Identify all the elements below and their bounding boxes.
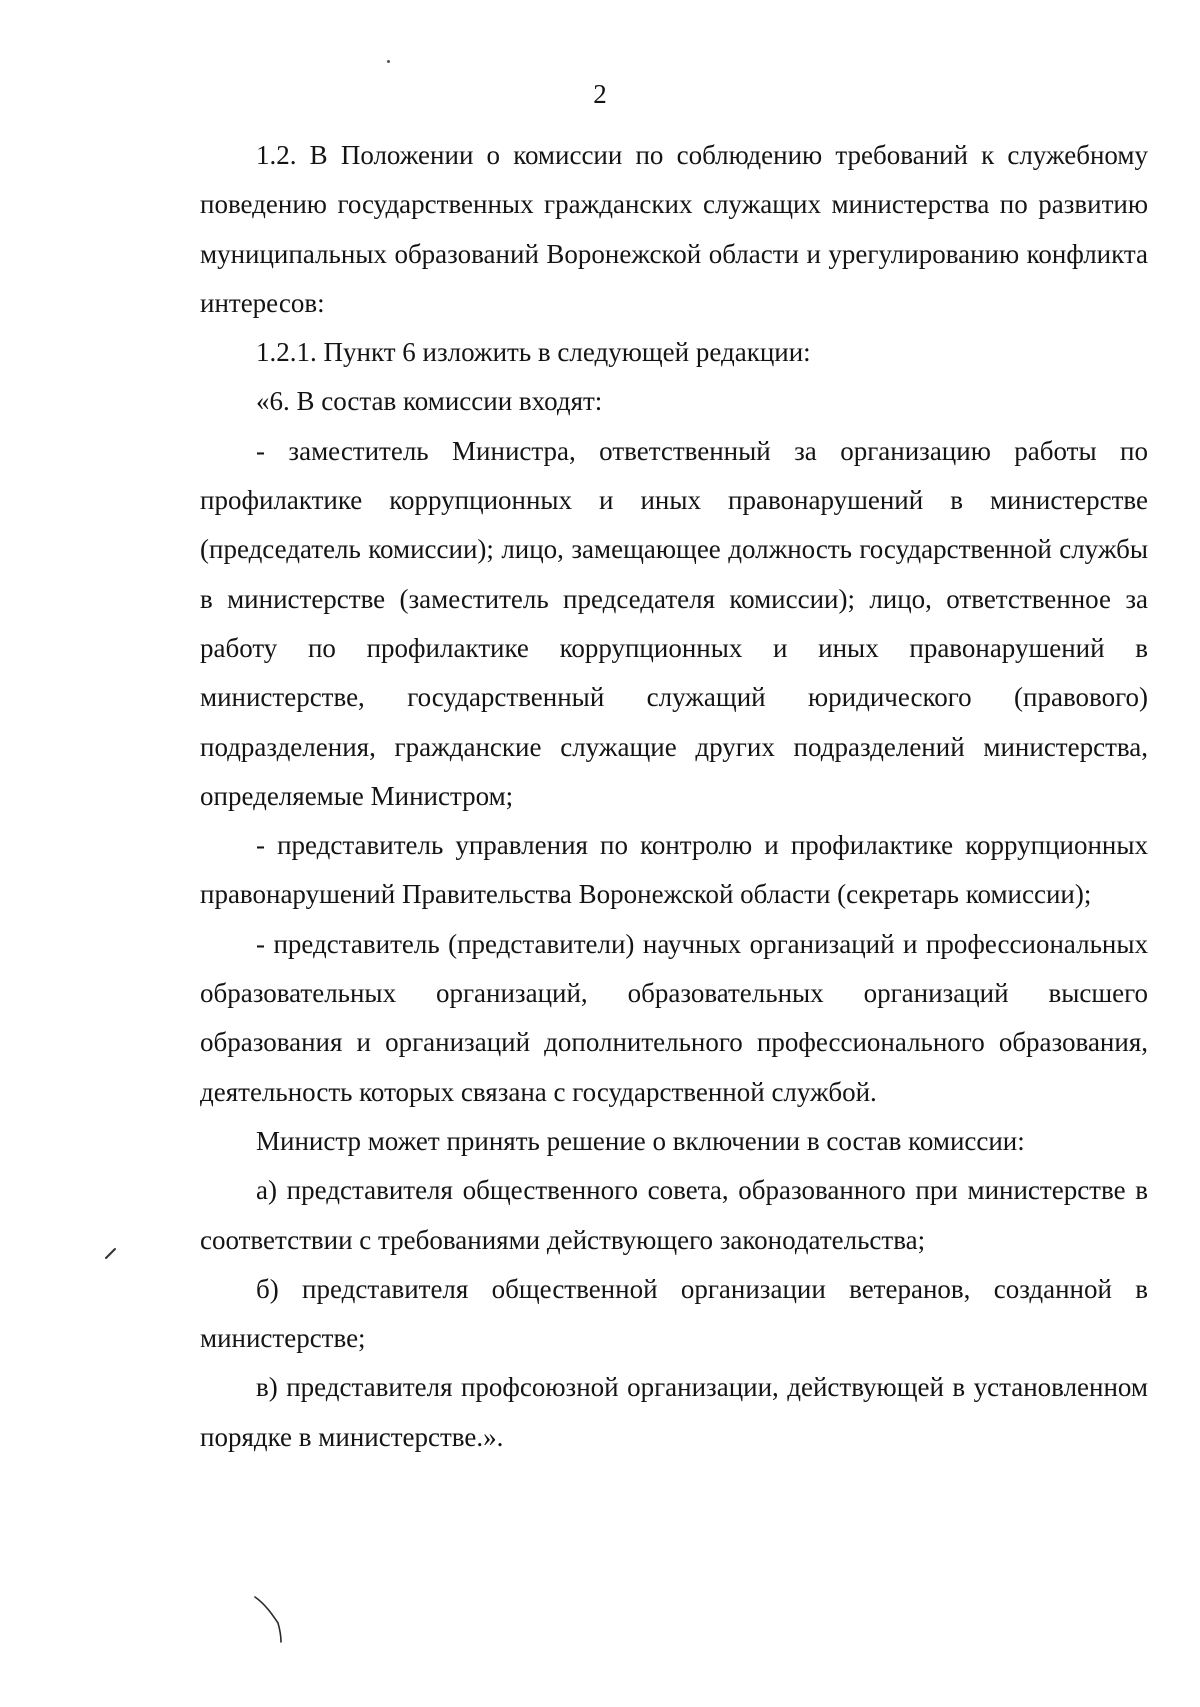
- paragraph-member-scientific-organizations: - представитель (представители) научных организаций и профессиональных образовательных организаций, образовательных организаций высшего образования и организаций дополнительного профессионального образования, деятельность которых связана с государственной службой.: [200, 928, 1148, 1107]
- document-body: [200, 131, 1148, 1462]
- paragraph-1-2: 1.2. В Положении о комиссии по соблюдению требований к служебному поведению государственных гражданских служащих министерства по развитию муниципальных образований Воронежской области и урегулированию конфликта интересов:: [200, 140, 1148, 318]
- paragraph-member-deputy-minister: - заместитель Министра, ответственный за организацию работы по профилактике коррупционных и иных правонарушений в министерстве (председатель комиссии); лицо, замещающее должность государственной службы в министерстве (заместитель председателя комиссии); лицо, ответственное за работу по профилактике коррупционных и иных правонарушений в министерстве, государственный служащий юридического (правового) подразделения, гражданские служащие других подразделений министерства, определяемые Министром;: [200, 435, 1148, 811]
- paragraph-member-secretary: - представитель управления по контролю и профилактике коррупционных правонарушений Правительства Воронежской области (секретарь комиссии);: [200, 830, 1148, 910]
- scan-speck: [387, 60, 390, 63]
- page-number: 2: [593, 79, 607, 109]
- margin-pen-tick: [104, 1246, 118, 1260]
- paragraph-minister-decision: Министр может принять решение о включении в состав комиссии:: [256, 1125, 1025, 1156]
- pen-stroke-mark: [252, 1594, 288, 1646]
- paragraph-1-2-1: 1.2.1. Пункт 6 изложить в следующей редакции:: [256, 337, 811, 368]
- paragraph-item-6-intro: «6. В состав комиссии входят:: [256, 386, 603, 417]
- paragraph-option-c: в) представителя профсоюзной организации, действующей в установленном порядке в министерстве.».: [200, 1372, 1148, 1452]
- paragraph-option-b: б) представителя общественной организации ветеранов, созданной в министерстве;: [200, 1273, 1148, 1354]
- paragraph-option-a: а) представителя общественного совета, образованного при министерстве в соответствии с требованиями действующего законодательства;: [200, 1175, 1148, 1255]
